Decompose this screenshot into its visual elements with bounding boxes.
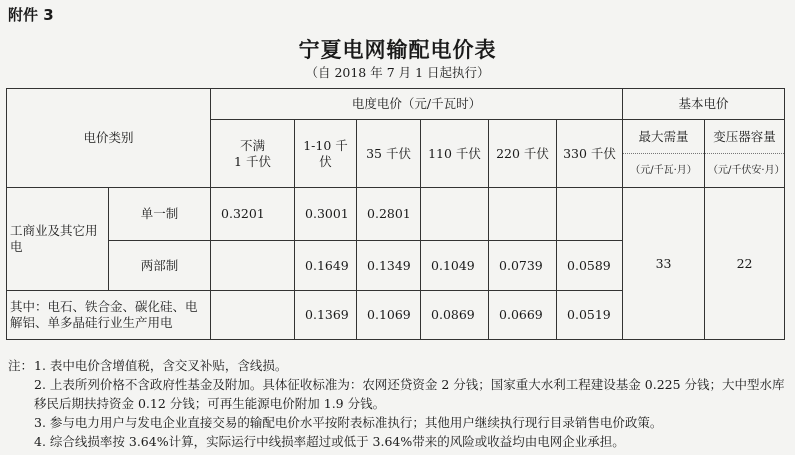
notes-section xyxy=(8,356,788,451)
cell-two-part-220kv: 0.0739 xyxy=(489,241,557,291)
max-demand-unit: （元/千瓦·月） xyxy=(623,154,705,188)
cell-single-110kv xyxy=(421,188,489,241)
voltage-header-330kv: 330 千伏 xyxy=(557,120,623,188)
notes-lead: 注： xyxy=(8,358,34,373)
transformer-capacity-unit: （元/千伏安·月） xyxy=(705,154,785,188)
page-title: 宁夏电网输配电价表 xyxy=(298,37,497,62)
cell-single-1-10kv: 0.3001 xyxy=(295,188,357,241)
cell-single-35kv: 0.2801 xyxy=(357,188,421,241)
note-item xyxy=(8,413,788,432)
row-label-single: 单一制 xyxy=(109,188,211,241)
row-label-two-part: 两部制 xyxy=(109,241,211,291)
transformer-capacity-header: 变压器容量 xyxy=(705,120,785,154)
cell-special-220kv: 0.0669 xyxy=(489,291,557,340)
note-item xyxy=(8,375,788,413)
note-item xyxy=(8,356,788,375)
note-item xyxy=(8,432,788,451)
cell-two-part-330kv: 0.0589 xyxy=(557,241,623,291)
note-text: 4. 综合线损率按 3.64%计算，实际运行中线损率超过或低于 3.64%带来的风险或收益均由电网企业承担。 xyxy=(34,434,625,449)
effective-date-subtitle: （自 2018 年 7 月 1 日起执行） xyxy=(305,65,490,80)
cell-single-lt1kv: 0.3201 xyxy=(211,188,295,241)
cell-special-110kv: 0.0869 xyxy=(421,291,489,340)
cell-two-part-lt1kv xyxy=(211,241,295,291)
cell-single-330kv xyxy=(557,188,623,241)
cell-special-35kv: 0.1069 xyxy=(357,291,421,340)
category-header: 电价类别 xyxy=(7,89,211,188)
group-label-commercial: 工商业及其它用电 xyxy=(7,188,109,291)
transformer-capacity-value: 22 xyxy=(705,188,785,340)
cell-two-part-110kv: 0.1049 xyxy=(421,241,489,291)
note-text: 1. 表中电价含增值税，含交叉补贴，含线损。 xyxy=(34,358,288,373)
max-demand-value: 33 xyxy=(623,188,705,340)
cell-two-part-1-10kv: 0.1649 xyxy=(295,241,357,291)
max-demand-header: 最大需量 xyxy=(623,120,705,154)
cell-special-330kv: 0.0519 xyxy=(557,291,623,340)
cell-special-1-10kv: 0.1369 xyxy=(295,291,357,340)
voltage-header-35kv: 35 千伏 xyxy=(357,120,421,188)
voltage-header-110kv: 110 千伏 xyxy=(421,120,489,188)
energy-price-header: 电度电价（元/千瓦时） xyxy=(211,89,623,120)
note-text: 3. 参与电力用户与发电企业直接交易的输配电价水平按附表标准执行；其他用户继续执行现行目录销售电价政策。 xyxy=(34,415,663,430)
row-label-special-industries: 其中：电石、铁合金、碳化硅、电解铝、单多晶硅行业生产用电 xyxy=(7,291,211,340)
cell-two-part-35kv: 0.1349 xyxy=(357,241,421,291)
note-text: 2. 上表所列价格不含政府性基金及附加。具体征收标准为：农网还贷资金 2 分钱；国家重大水利工程建设基金 0.225 分钱；大中型水库移民后期扶持资金 0.12 分钱；可再生能源电价附加 1.9 分钱。 xyxy=(34,377,785,411)
voltage-header-1-10kv: 1-10 千 伏 xyxy=(295,120,357,188)
basic-price-header: 基本电价 xyxy=(623,89,785,120)
voltage-header-220kv: 220 千伏 xyxy=(489,120,557,188)
attachment-label: 附件 3 xyxy=(8,6,54,24)
tariff-table xyxy=(6,88,785,340)
cell-special-lt1kv xyxy=(211,291,295,340)
voltage-header-lt1kv: 不满 1 千伏 xyxy=(211,120,295,188)
cell-single-220kv xyxy=(489,188,557,241)
